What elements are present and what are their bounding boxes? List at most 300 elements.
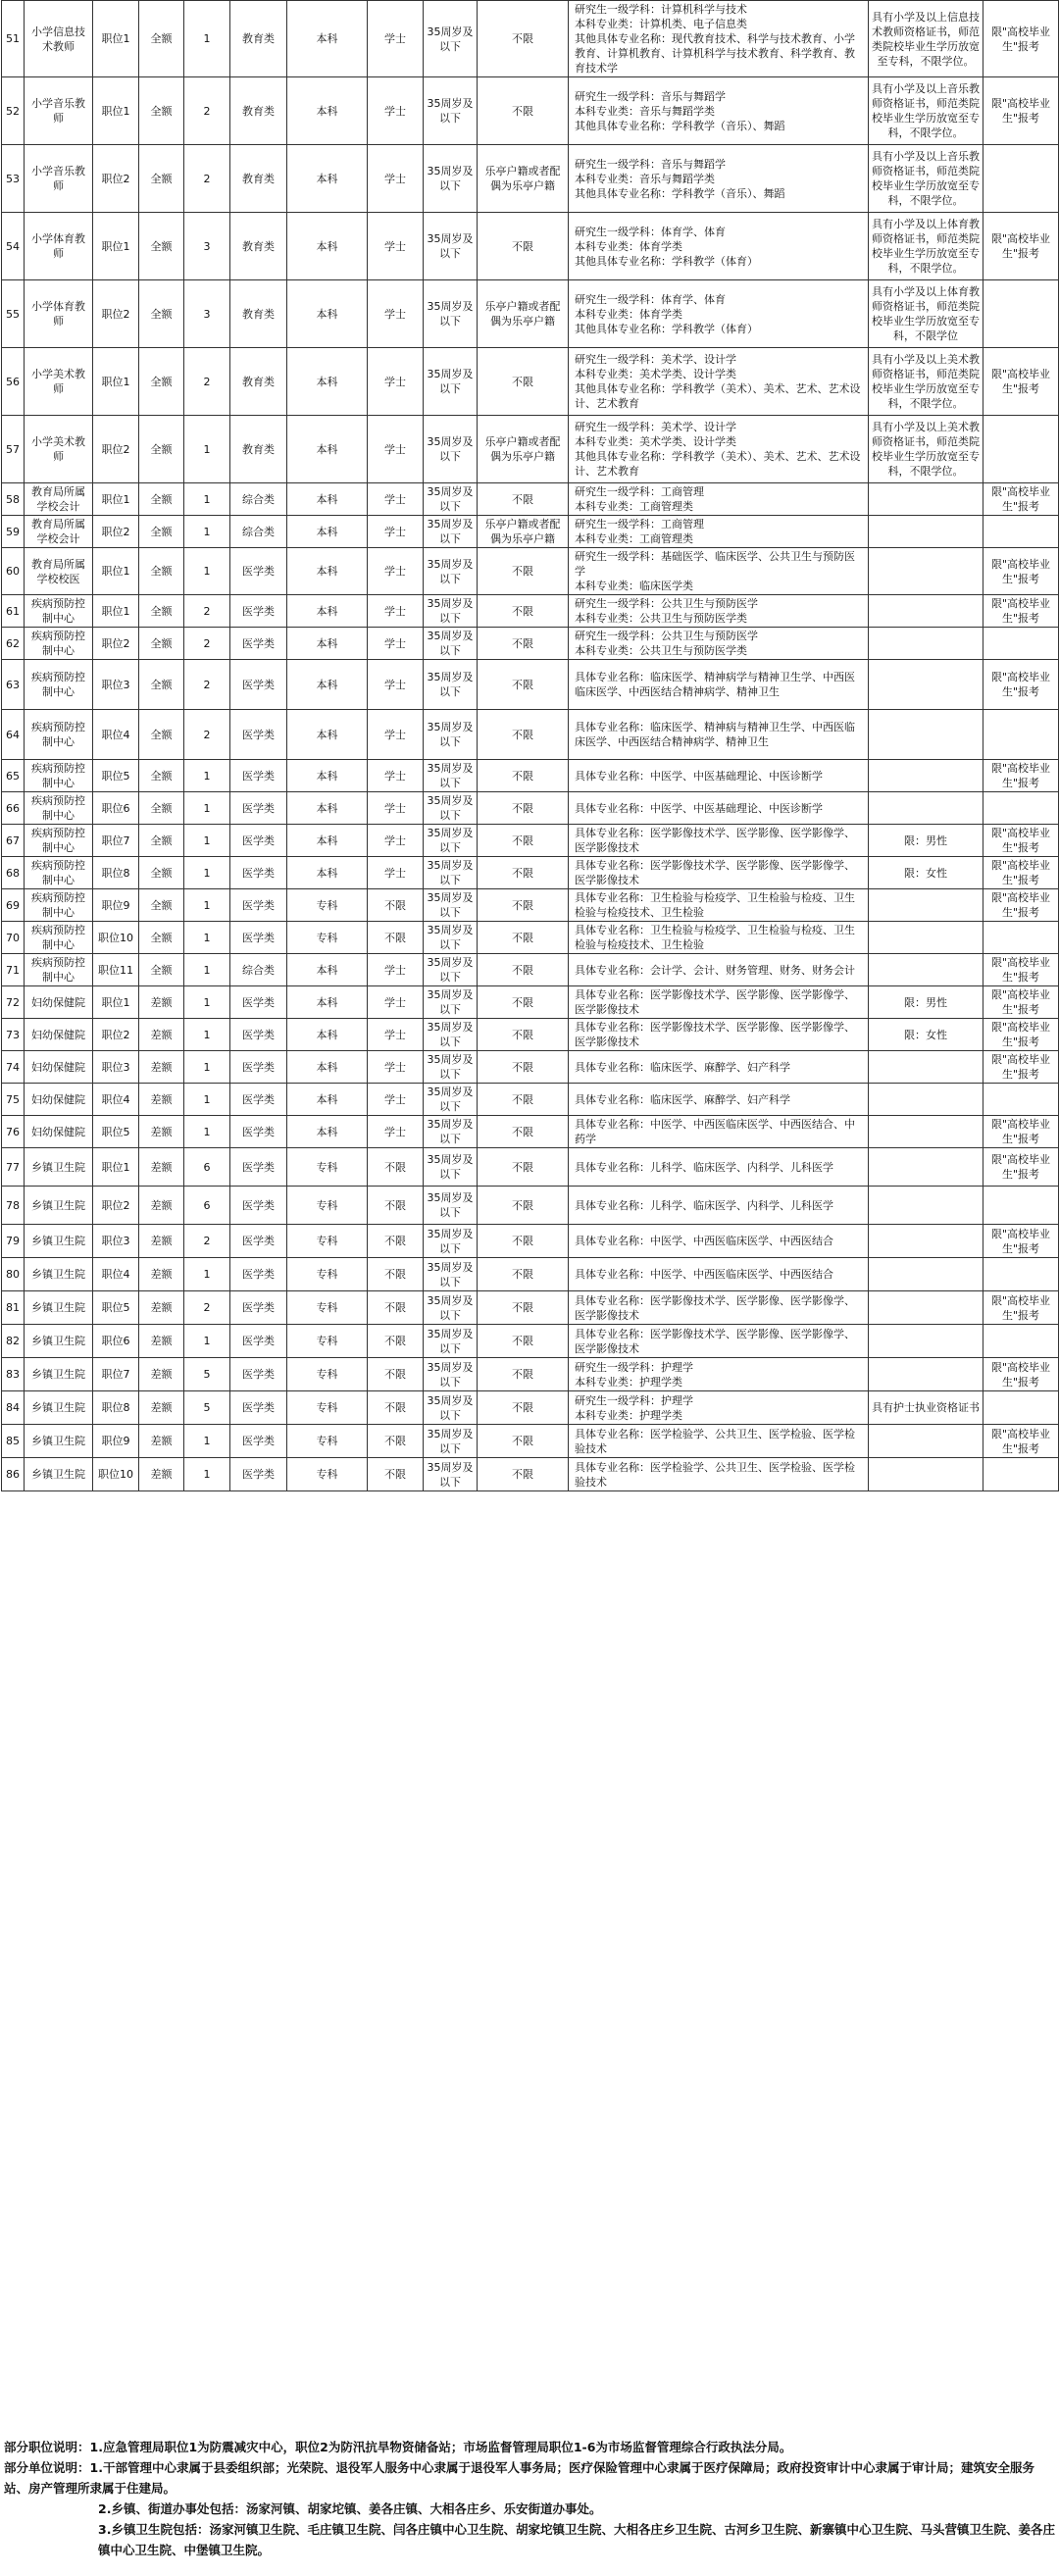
remarks-cell: 限"高校毕业生"报考 bbox=[983, 1, 1059, 77]
other-requirements-cell: 具有小学及以上音乐教师资格证书，师范类院校毕业生学历放宽至专科，不限学位。 bbox=[869, 145, 983, 213]
major-cell: 具体专业名称：临床医学、麻醉学、妇产科学 bbox=[569, 1084, 869, 1116]
post-code-cell: 职位4 bbox=[93, 710, 139, 760]
age-limit-cell: 35周岁及以下 bbox=[424, 516, 478, 548]
degree-cell: 学士 bbox=[368, 1019, 424, 1051]
category-cell: 医学类 bbox=[230, 595, 287, 628]
headcount-cell: 2 bbox=[184, 628, 230, 660]
headcount-cell: 1 bbox=[184, 1325, 230, 1358]
table-row bbox=[2, 77, 1059, 145]
post-code-cell: 职位1 bbox=[93, 1148, 139, 1187]
other-requirements-cell: 限：女性 bbox=[869, 1019, 983, 1051]
age-limit-cell: 35周岁及以下 bbox=[424, 1148, 478, 1187]
education-cell: 本科 bbox=[287, 857, 368, 889]
residence-cell: 不限 bbox=[478, 213, 569, 280]
major-cell: 研究生一级学科：公共卫生与预防医学 本科专业类：公共卫生与预防医学类 bbox=[569, 628, 869, 660]
seq-cell: 64 bbox=[2, 710, 25, 760]
degree-cell: 不限 bbox=[368, 1258, 424, 1291]
degree-cell: 不限 bbox=[368, 1148, 424, 1187]
degree-cell: 学士 bbox=[368, 348, 424, 416]
seq-cell: 55 bbox=[2, 280, 25, 348]
category-cell: 医学类 bbox=[230, 1187, 287, 1225]
residence-cell: 不限 bbox=[478, 1187, 569, 1225]
education-cell: 本科 bbox=[287, 348, 368, 416]
funding-type-cell: 全额 bbox=[139, 213, 184, 280]
category-cell: 医学类 bbox=[230, 1425, 287, 1458]
degree-cell: 学士 bbox=[368, 516, 424, 548]
major-cell: 具体专业名称：会计学、会计、财务管理、财务、财务会计 bbox=[569, 954, 869, 986]
category-cell: 医学类 bbox=[230, 792, 287, 825]
seq-cell: 78 bbox=[2, 1187, 25, 1225]
funding-type-cell: 差额 bbox=[139, 1325, 184, 1358]
category-cell: 医学类 bbox=[230, 1148, 287, 1187]
education-cell: 本科 bbox=[287, 954, 368, 986]
major-cell: 具体专业名称：中医学、中医基础理论、中医诊断学 bbox=[569, 792, 869, 825]
degree-cell: 不限 bbox=[368, 889, 424, 922]
residence-cell: 不限 bbox=[478, 889, 569, 922]
headcount-cell: 2 bbox=[184, 1291, 230, 1325]
table-row bbox=[2, 825, 1059, 857]
age-limit-cell: 35周岁及以下 bbox=[424, 1291, 478, 1325]
other-requirements-cell: 具有小学及以上美术教师资格证书，师范类院校毕业生学历放宽至专科，不限学位。 bbox=[869, 348, 983, 416]
unit-name-cell: 疾病预防控制中心 bbox=[25, 595, 93, 628]
residence-cell: 乐亭户籍或者配偶为乐亭户籍 bbox=[478, 280, 569, 348]
remarks-cell bbox=[983, 1325, 1059, 1358]
seq-cell: 82 bbox=[2, 1325, 25, 1358]
headcount-cell: 2 bbox=[184, 660, 230, 710]
education-cell: 本科 bbox=[287, 548, 368, 595]
category-cell: 教育类 bbox=[230, 1, 287, 77]
major-cell: 研究生一级学科：公共卫生与预防医学 本科专业类：公共卫生与预防医学类 bbox=[569, 595, 869, 628]
degree-cell: 不限 bbox=[368, 1187, 424, 1225]
residence-cell: 不限 bbox=[478, 595, 569, 628]
education-cell: 本科 bbox=[287, 213, 368, 280]
remarks-cell: 限"高校毕业生"报考 bbox=[983, 857, 1059, 889]
post-code-cell: 职位2 bbox=[93, 628, 139, 660]
other-requirements-cell bbox=[869, 1258, 983, 1291]
table-row bbox=[2, 1291, 1059, 1325]
table-row bbox=[2, 213, 1059, 280]
headcount-cell: 1 bbox=[184, 1458, 230, 1491]
table-row bbox=[2, 1, 1059, 77]
unit-name-cell: 乡镇卫生院 bbox=[25, 1258, 93, 1291]
funding-type-cell: 全额 bbox=[139, 77, 184, 145]
table-row bbox=[2, 416, 1059, 483]
major-cell: 研究生一级学科：工商管理 本科专业类：工商管理类 bbox=[569, 483, 869, 516]
education-cell: 本科 bbox=[287, 1116, 368, 1148]
unit-name-cell: 疾病预防控制中心 bbox=[25, 922, 93, 954]
other-requirements-cell bbox=[869, 1051, 983, 1084]
funding-type-cell: 全额 bbox=[139, 825, 184, 857]
headcount-cell: 2 bbox=[184, 710, 230, 760]
category-cell: 医学类 bbox=[230, 1116, 287, 1148]
category-cell: 医学类 bbox=[230, 628, 287, 660]
unit-name-cell: 乡镇卫生院 bbox=[25, 1187, 93, 1225]
age-limit-cell: 35周岁及以下 bbox=[424, 483, 478, 516]
unit-name-cell: 乡镇卫生院 bbox=[25, 1391, 93, 1425]
other-requirements-cell: 限：男性 bbox=[869, 825, 983, 857]
age-limit-cell: 35周岁及以下 bbox=[424, 710, 478, 760]
degree-cell: 学士 bbox=[368, 1, 424, 77]
unit-name-cell: 疾病预防控制中心 bbox=[25, 628, 93, 660]
other-requirements-cell bbox=[869, 1291, 983, 1325]
age-limit-cell: 35周岁及以下 bbox=[424, 1187, 478, 1225]
remarks-cell bbox=[983, 922, 1059, 954]
post-code-cell: 职位10 bbox=[93, 1458, 139, 1491]
remarks-cell: 限"高校毕业生"报考 bbox=[983, 1425, 1059, 1458]
residence-cell: 不限 bbox=[478, 1325, 569, 1358]
post-code-cell: 职位1 bbox=[93, 77, 139, 145]
major-cell: 具体专业名称：医学检验学、公共卫生、医学检验、医学检验技术 bbox=[569, 1425, 869, 1458]
residence-cell: 不限 bbox=[478, 1084, 569, 1116]
unit-name-cell: 疾病预防控制中心 bbox=[25, 857, 93, 889]
funding-type-cell: 全额 bbox=[139, 954, 184, 986]
headcount-cell: 2 bbox=[184, 348, 230, 416]
degree-cell: 学士 bbox=[368, 792, 424, 825]
post-code-cell: 职位1 bbox=[93, 348, 139, 416]
remarks-cell bbox=[983, 1258, 1059, 1291]
table-row bbox=[2, 483, 1059, 516]
education-cell: 本科 bbox=[287, 792, 368, 825]
major-cell: 具体专业名称：医学影像技术学、医学影像、医学影像学、医学影像技术 bbox=[569, 1019, 869, 1051]
unit-name-cell: 乡镇卫生院 bbox=[25, 1425, 93, 1458]
table-row bbox=[2, 1116, 1059, 1148]
education-cell: 本科 bbox=[287, 145, 368, 213]
seq-cell: 61 bbox=[2, 595, 25, 628]
major-cell: 研究生一级学科：工商管理 本科专业类：工商管理类 bbox=[569, 516, 869, 548]
major-cell: 具体专业名称：医学影像技术学、医学影像、医学影像学、医学影像技术 bbox=[569, 986, 869, 1019]
category-cell: 教育类 bbox=[230, 416, 287, 483]
seq-cell: 52 bbox=[2, 77, 25, 145]
residence-cell: 不限 bbox=[478, 1148, 569, 1187]
major-cell: 研究生一级学科：音乐与舞蹈学 本科专业类：音乐与舞蹈学类 其他具体专业名称：学科教学（音乐）、舞蹈 bbox=[569, 145, 869, 213]
other-requirements-cell bbox=[869, 1325, 983, 1358]
residence-cell: 不限 bbox=[478, 483, 569, 516]
age-limit-cell: 35周岁及以下 bbox=[424, 760, 478, 792]
degree-cell: 不限 bbox=[368, 922, 424, 954]
headcount-cell: 6 bbox=[184, 1148, 230, 1187]
residence-cell: 不限 bbox=[478, 77, 569, 145]
education-cell: 本科 bbox=[287, 710, 368, 760]
seq-cell: 75 bbox=[2, 1084, 25, 1116]
seq-cell: 54 bbox=[2, 213, 25, 280]
unit-name-cell: 乡镇卫生院 bbox=[25, 1225, 93, 1258]
post-code-cell: 职位9 bbox=[93, 1425, 139, 1458]
age-limit-cell: 35周岁及以下 bbox=[424, 986, 478, 1019]
remarks-cell: 限"高校毕业生"报考 bbox=[983, 1148, 1059, 1187]
seq-cell: 65 bbox=[2, 760, 25, 792]
major-cell: 具体专业名称：儿科学、临床医学、内科学、儿科医学 bbox=[569, 1148, 869, 1187]
post-code-cell: 职位9 bbox=[93, 889, 139, 922]
headcount-cell: 1 bbox=[184, 986, 230, 1019]
residence-cell: 不限 bbox=[478, 954, 569, 986]
major-cell: 具体专业名称：中医学、中西医临床医学、中西医结合 bbox=[569, 1258, 869, 1291]
table-row bbox=[2, 628, 1059, 660]
unit-name-cell: 乡镇卫生院 bbox=[25, 1148, 93, 1187]
remarks-cell: 限"高校毕业生"报考 bbox=[983, 213, 1059, 280]
unit-name-cell: 小学信息技术教师 bbox=[25, 1, 93, 77]
funding-type-cell: 差额 bbox=[139, 1425, 184, 1458]
other-requirements-cell bbox=[869, 760, 983, 792]
education-cell: 专科 bbox=[287, 1325, 368, 1358]
seq-cell: 71 bbox=[2, 954, 25, 986]
unit-name-cell: 乡镇卫生院 bbox=[25, 1325, 93, 1358]
unit-name-cell: 疾病预防控制中心 bbox=[25, 760, 93, 792]
funding-type-cell: 差额 bbox=[139, 1116, 184, 1148]
age-limit-cell: 35周岁及以下 bbox=[424, 1458, 478, 1491]
table-row bbox=[2, 516, 1059, 548]
table-row bbox=[2, 1084, 1059, 1116]
seq-cell: 63 bbox=[2, 660, 25, 710]
residence-cell: 不限 bbox=[478, 1258, 569, 1291]
category-cell: 医学类 bbox=[230, 1391, 287, 1425]
seq-cell: 59 bbox=[2, 516, 25, 548]
funding-type-cell: 全额 bbox=[139, 483, 184, 516]
note-township-list: 2.乡镇、街道办事处包括：汤家河镇、胡家坨镇、姜各庄镇、大相各庄乡、乐安街道办事处。 bbox=[98, 2501, 602, 2516]
category-cell: 医学类 bbox=[230, 1019, 287, 1051]
major-cell: 研究生一级学科：体育学、体育 本科专业类：体育学类 其他具体专业名称：学科教学（体育） bbox=[569, 213, 869, 280]
remarks-cell: 限"高校毕业生"报考 bbox=[983, 1291, 1059, 1325]
remarks-cell: 限"高校毕业生"报考 bbox=[983, 77, 1059, 145]
funding-type-cell: 差额 bbox=[139, 1019, 184, 1051]
education-cell: 专科 bbox=[287, 889, 368, 922]
residence-cell: 不限 bbox=[478, 792, 569, 825]
table-row bbox=[2, 1425, 1059, 1458]
degree-cell: 不限 bbox=[368, 1391, 424, 1425]
post-code-cell: 职位8 bbox=[93, 1391, 139, 1425]
headcount-cell: 1 bbox=[184, 1, 230, 77]
other-requirements-cell bbox=[869, 710, 983, 760]
category-cell: 医学类 bbox=[230, 889, 287, 922]
other-requirements-cell: 具有护士执业资格证书 bbox=[869, 1391, 983, 1425]
unit-name-cell: 疾病预防控制中心 bbox=[25, 954, 93, 986]
funding-type-cell: 全额 bbox=[139, 595, 184, 628]
headcount-cell: 1 bbox=[184, 1051, 230, 1084]
category-cell: 教育类 bbox=[230, 77, 287, 145]
unit-name-cell: 疾病预防控制中心 bbox=[25, 710, 93, 760]
headcount-cell: 1 bbox=[184, 954, 230, 986]
remarks-cell: 限"高校毕业生"报考 bbox=[983, 348, 1059, 416]
seq-cell: 73 bbox=[2, 1019, 25, 1051]
degree-cell: 学士 bbox=[368, 857, 424, 889]
headcount-cell: 3 bbox=[184, 280, 230, 348]
education-cell: 专科 bbox=[287, 1225, 368, 1258]
residence-cell: 不限 bbox=[478, 710, 569, 760]
other-requirements-cell bbox=[869, 1187, 983, 1225]
education-cell: 本科 bbox=[287, 1084, 368, 1116]
post-code-cell: 职位2 bbox=[93, 516, 139, 548]
other-requirements-cell bbox=[869, 1458, 983, 1491]
residence-cell: 不限 bbox=[478, 548, 569, 595]
post-code-cell: 职位2 bbox=[93, 416, 139, 483]
funding-type-cell: 全额 bbox=[139, 889, 184, 922]
residence-cell: 不限 bbox=[478, 986, 569, 1019]
table-row bbox=[2, 954, 1059, 986]
funding-type-cell: 差额 bbox=[139, 1051, 184, 1084]
degree-cell: 不限 bbox=[368, 1225, 424, 1258]
headcount-cell: 5 bbox=[184, 1358, 230, 1391]
remarks-cell bbox=[983, 516, 1059, 548]
residence-cell: 不限 bbox=[478, 1458, 569, 1491]
seq-cell: 70 bbox=[2, 922, 25, 954]
post-code-cell: 职位6 bbox=[93, 1325, 139, 1358]
table-row bbox=[2, 710, 1059, 760]
table-row bbox=[2, 922, 1059, 954]
post-code-cell: 职位1 bbox=[93, 548, 139, 595]
major-cell: 具体专业名称：医学影像技术学、医学影像、医学影像学、医学影像技术 bbox=[569, 825, 869, 857]
degree-cell: 学士 bbox=[368, 483, 424, 516]
post-code-cell: 职位4 bbox=[93, 1084, 139, 1116]
major-cell: 具体专业名称：中医学、中西医临床医学、中西医结合 bbox=[569, 1225, 869, 1258]
unit-name-cell: 小学体育教师 bbox=[25, 280, 93, 348]
post-code-cell: 职位1 bbox=[93, 986, 139, 1019]
funding-type-cell: 差额 bbox=[139, 1258, 184, 1291]
education-cell: 专科 bbox=[287, 1148, 368, 1187]
education-cell: 本科 bbox=[287, 986, 368, 1019]
category-cell: 教育类 bbox=[230, 145, 287, 213]
seq-cell: 69 bbox=[2, 889, 25, 922]
age-limit-cell: 35周岁及以下 bbox=[424, 595, 478, 628]
residence-cell: 不限 bbox=[478, 1019, 569, 1051]
major-cell: 研究生一级学科：基础医学、临床医学、公共卫生与预防医学 本科专业类：临床医学类 bbox=[569, 548, 869, 595]
funding-type-cell: 全额 bbox=[139, 548, 184, 595]
remarks-cell bbox=[983, 1084, 1059, 1116]
remarks-cell: 限"高校毕业生"报考 bbox=[983, 595, 1059, 628]
degree-cell: 不限 bbox=[368, 1291, 424, 1325]
age-limit-cell: 35周岁及以下 bbox=[424, 213, 478, 280]
table-row bbox=[2, 986, 1059, 1019]
footnotes bbox=[4, 2437, 1055, 2560]
category-cell: 医学类 bbox=[230, 1051, 287, 1084]
age-limit-cell: 35周岁及以下 bbox=[424, 1225, 478, 1258]
major-cell: 研究生一级学科：音乐与舞蹈学 本科专业类：音乐与舞蹈学类 其他具体专业名称：学科教学（音乐）、舞蹈 bbox=[569, 77, 869, 145]
other-requirements-cell bbox=[869, 889, 983, 922]
category-cell: 医学类 bbox=[230, 1325, 287, 1358]
category-cell: 教育类 bbox=[230, 213, 287, 280]
post-code-cell: 职位11 bbox=[93, 954, 139, 986]
age-limit-cell: 35周岁及以下 bbox=[424, 280, 478, 348]
unit-name-cell: 小学体育教师 bbox=[25, 213, 93, 280]
remarks-cell bbox=[983, 416, 1059, 483]
education-cell: 本科 bbox=[287, 516, 368, 548]
table-row bbox=[2, 145, 1059, 213]
post-code-cell: 职位2 bbox=[93, 280, 139, 348]
category-cell: 医学类 bbox=[230, 548, 287, 595]
major-cell: 具体专业名称：医学影像技术学、医学影像、医学影像学、医学影像技术 bbox=[569, 857, 869, 889]
seq-cell: 84 bbox=[2, 1391, 25, 1425]
category-cell: 医学类 bbox=[230, 1291, 287, 1325]
other-requirements-cell bbox=[869, 1084, 983, 1116]
other-requirements-cell bbox=[869, 1225, 983, 1258]
age-limit-cell: 35周岁及以下 bbox=[424, 145, 478, 213]
education-cell: 专科 bbox=[287, 1391, 368, 1425]
remarks-cell: 限"高校毕业生"报考 bbox=[983, 1358, 1059, 1391]
funding-type-cell: 全额 bbox=[139, 922, 184, 954]
category-cell: 教育类 bbox=[230, 280, 287, 348]
funding-type-cell: 全额 bbox=[139, 857, 184, 889]
remarks-cell: 限"高校毕业生"报考 bbox=[983, 660, 1059, 710]
remarks-cell: 限"高校毕业生"报考 bbox=[983, 760, 1059, 792]
funding-type-cell: 差额 bbox=[139, 1084, 184, 1116]
headcount-cell: 3 bbox=[184, 213, 230, 280]
seq-cell: 58 bbox=[2, 483, 25, 516]
residence-cell: 不限 bbox=[478, 760, 569, 792]
other-requirements-cell bbox=[869, 1358, 983, 1391]
headcount-cell: 1 bbox=[184, 889, 230, 922]
seq-cell: 74 bbox=[2, 1051, 25, 1084]
headcount-cell: 2 bbox=[184, 77, 230, 145]
post-code-cell: 职位7 bbox=[93, 825, 139, 857]
degree-cell: 学士 bbox=[368, 213, 424, 280]
major-cell: 研究生一级学科：护理学 本科专业类：护理学类 bbox=[569, 1391, 869, 1425]
education-cell: 本科 bbox=[287, 483, 368, 516]
other-requirements-cell bbox=[869, 660, 983, 710]
remarks-cell: 限"高校毕业生"报考 bbox=[983, 825, 1059, 857]
education-cell: 本科 bbox=[287, 1019, 368, 1051]
unit-name-cell: 妇幼保健院 bbox=[25, 1084, 93, 1116]
other-requirements-cell bbox=[869, 595, 983, 628]
age-limit-cell: 35周岁及以下 bbox=[424, 1019, 478, 1051]
unit-name-cell: 妇幼保健院 bbox=[25, 986, 93, 1019]
seq-cell: 68 bbox=[2, 857, 25, 889]
unit-name-cell: 疾病预防控制中心 bbox=[25, 889, 93, 922]
education-cell: 本科 bbox=[287, 595, 368, 628]
unit-name-cell: 教育局所属学校校医 bbox=[25, 548, 93, 595]
seq-cell: 76 bbox=[2, 1116, 25, 1148]
category-cell: 综合类 bbox=[230, 483, 287, 516]
post-code-cell: 职位1 bbox=[93, 1, 139, 77]
headcount-cell: 1 bbox=[184, 516, 230, 548]
age-limit-cell: 35周岁及以下 bbox=[424, 1391, 478, 1425]
unit-name-cell: 教育局所属学校会计 bbox=[25, 483, 93, 516]
degree-cell: 不限 bbox=[368, 1325, 424, 1358]
seq-cell: 85 bbox=[2, 1425, 25, 1458]
category-cell: 医学类 bbox=[230, 1225, 287, 1258]
major-cell: 研究生一级学科：护理学 本科专业类：护理学类 bbox=[569, 1358, 869, 1391]
remarks-cell bbox=[983, 710, 1059, 760]
other-requirements-cell: 具有小学及以上音乐教师资格证书，师范类院校毕业生学历放宽至专科，不限学位。 bbox=[869, 77, 983, 145]
category-cell: 医学类 bbox=[230, 1084, 287, 1116]
post-code-cell: 职位10 bbox=[93, 922, 139, 954]
degree-cell: 不限 bbox=[368, 1458, 424, 1491]
funding-type-cell: 差额 bbox=[139, 1187, 184, 1225]
seq-cell: 80 bbox=[2, 1258, 25, 1291]
headcount-cell: 1 bbox=[184, 1116, 230, 1148]
other-requirements-cell bbox=[869, 1116, 983, 1148]
post-code-cell: 职位8 bbox=[93, 857, 139, 889]
table-row bbox=[2, 548, 1059, 595]
age-limit-cell: 35周岁及以下 bbox=[424, 1258, 478, 1291]
degree-cell: 学士 bbox=[368, 145, 424, 213]
major-cell: 具体专业名称：临床医学、精神病与精神卫生学、中西医临床医学、中西医结合精神病学、精神卫生 bbox=[569, 710, 869, 760]
funding-type-cell: 差额 bbox=[139, 1391, 184, 1425]
degree-cell: 学士 bbox=[368, 825, 424, 857]
education-cell: 专科 bbox=[287, 1258, 368, 1291]
other-requirements-cell bbox=[869, 954, 983, 986]
headcount-cell: 1 bbox=[184, 1425, 230, 1458]
table-row bbox=[2, 1051, 1059, 1084]
category-cell: 医学类 bbox=[230, 1258, 287, 1291]
category-cell: 医学类 bbox=[230, 1358, 287, 1391]
table-row bbox=[2, 1187, 1059, 1225]
remarks-cell: 限"高校毕业生"报考 bbox=[983, 548, 1059, 595]
category-cell: 医学类 bbox=[230, 760, 287, 792]
other-requirements-cell bbox=[869, 548, 983, 595]
remarks-cell: 限"高校毕业生"报考 bbox=[983, 889, 1059, 922]
remarks-cell bbox=[983, 792, 1059, 825]
table-row bbox=[2, 857, 1059, 889]
other-requirements-cell: 具有小学及以上美术教师资格证书，师范类院校毕业生学历放宽至专科，不限学位。 bbox=[869, 416, 983, 483]
major-cell: 具体专业名称：医学影像技术学、医学影像、医学影像学、医学影像技术 bbox=[569, 1325, 869, 1358]
